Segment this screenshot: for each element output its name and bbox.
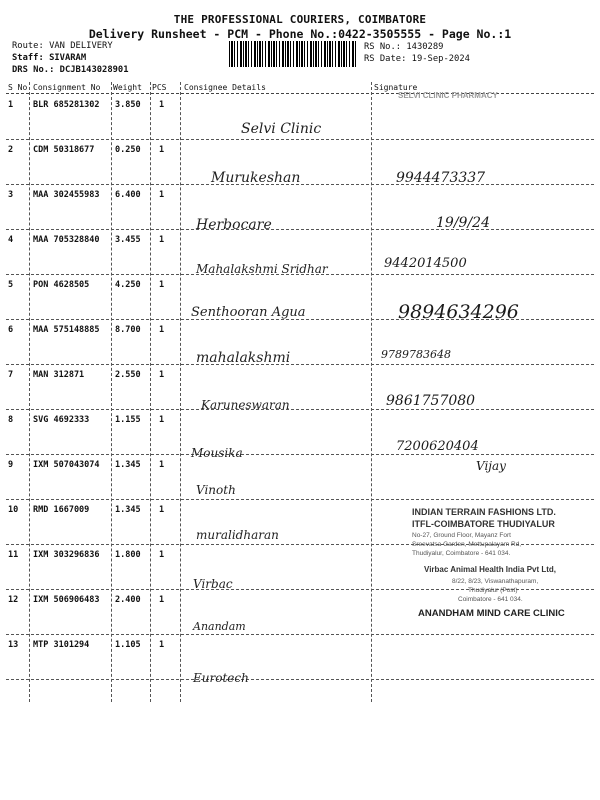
runsheet-prefix: Delivery Runsheet - PCM - Phone No.: [88, 27, 339, 41]
row-sno: 8 [8, 415, 14, 425]
runsheet-meta-left [12, 40, 129, 76]
row-sno: 2 [8, 145, 14, 155]
row-signature: Vijay [476, 459, 506, 473]
table-row [6, 455, 594, 500]
row-weight: 1.800 [115, 550, 141, 560]
runsheet-subtitle [0, 27, 600, 41]
company-title: THE PROFESSIONAL COURIERS, COIMBATORE [173, 13, 427, 26]
table-row [6, 320, 594, 365]
table-header [6, 82, 594, 94]
table-row [6, 140, 594, 185]
row-sno: 7 [8, 370, 14, 380]
row-consignment: PON 4628505 [33, 280, 90, 290]
row-pcs: 1 [159, 280, 165, 290]
row-signature: 9442014500 [384, 256, 467, 271]
staff: Staff: SIVARAM [12, 53, 87, 63]
col-consignment: Consignment No [33, 83, 101, 92]
table-row [6, 230, 594, 275]
row-consignee: mahalakshmi [196, 350, 291, 366]
row-sno: 11 [8, 550, 19, 560]
row-weight: 2.400 [115, 595, 141, 605]
row-weight: 0.250 [115, 145, 141, 155]
runsheet-meta-right [364, 41, 470, 65]
row-consignment: BLR 685281302 [33, 100, 100, 110]
col-consignee: Consignee Details [184, 83, 266, 92]
row-consignment: IXM 506906483 [33, 595, 100, 605]
table-row [6, 275, 594, 323]
col-signature: Signature [374, 83, 418, 92]
row-sno: 3 [8, 190, 14, 200]
virbac-stamp-name: Virbac Animal Health India Pvt Ltd, [424, 565, 557, 574]
row-weight: 1.105 [115, 640, 141, 650]
row-pcs: 1 [159, 460, 165, 470]
row-consignment: SVG 4692333 [33, 415, 90, 425]
row-weight: 8.700 [115, 325, 141, 335]
table-row [6, 410, 594, 460]
row-pcs: 1 [159, 595, 165, 605]
col-pcs: PCS [152, 83, 167, 92]
virbac-stamp-address: 8/22, 8/23, Viswanathapuram, [452, 578, 539, 585]
row-sno: 1 [8, 100, 14, 110]
row-sno: 6 [8, 325, 14, 335]
table-row [6, 185, 594, 233]
row-pcs: 1 [159, 370, 165, 380]
row-signature: 7200620404 [396, 439, 479, 454]
table-row [6, 365, 594, 410]
col-weight: Weight [113, 83, 142, 92]
row-weight: 3.455 [115, 235, 141, 245]
drs-number: DRS No.: DCJB143028901 [12, 65, 129, 75]
row-pcs: 1 [159, 640, 165, 650]
row-signature: 9944473337 [396, 170, 486, 186]
anandham-stamp: ANANDHAM MIND CARE CLINIC [418, 608, 565, 619]
phone-number: 0422-3505555 [338, 27, 422, 41]
rs-number: RS No.: 1430289 [364, 42, 444, 52]
indian-terrain-stamp-name: INDIAN TERRAIN FASHIONS LTD. [412, 507, 556, 517]
indian-terrain-stamp-address: Thudiyalur, Coimbatore - 641 034. [412, 550, 511, 557]
row-consignment: IXM 303296836 [33, 550, 100, 560]
row-consignee: Murukeshan [211, 170, 301, 186]
row-pcs: 1 [159, 145, 165, 155]
indian-terrain-stamp-branch: ITFL-COIMBATORE THUDIYALUR [412, 519, 555, 529]
row-pcs: 1 [159, 325, 165, 335]
row-pcs: 1 [159, 415, 165, 425]
route: Route: VAN DELIVERY [12, 41, 113, 51]
virbac-stamp-address: Thudiyalur (Post) [468, 587, 518, 594]
row-consignment: RMD 1667009 [33, 505, 90, 515]
row-sno: 9 [8, 460, 14, 470]
row-pcs: 1 [159, 505, 165, 515]
row-consignee: Mousika [191, 446, 243, 460]
row-sno: 5 [8, 280, 14, 290]
row-weight: 1.155 [115, 415, 141, 425]
col-sno: S No [8, 83, 28, 92]
row-consignment: MAA 575148885 [33, 325, 100, 335]
row-signature: 19/9/24 [436, 215, 490, 231]
virbac-stamp-address: Coimbatore - 641 034. [458, 596, 523, 603]
row-signature: 9789783648 [381, 348, 451, 361]
row-pcs: 1 [159, 235, 165, 245]
barcode [229, 41, 357, 67]
row-consignment: MAA 705328840 [33, 235, 100, 245]
row-consignee: Karuneswaran [201, 398, 290, 412]
row-consignment: MTP 3101294 [33, 640, 90, 650]
row-weight: 4.250 [115, 280, 141, 290]
row-consignee: Virbac [193, 577, 233, 591]
row-weight: 3.850 [115, 100, 141, 110]
row-consignment: MAA 302455983 [33, 190, 100, 200]
row-consignee: muralidharan [196, 528, 279, 542]
row-pcs: 1 [159, 100, 165, 110]
selvi-clinic-stamp: SELVI CLINIC PHARMACY [398, 91, 498, 100]
page-number: - Page No.:1 [421, 27, 512, 41]
row-consignee: Selvi Clinic [241, 121, 322, 137]
rs-date: RS Date: 19-Sep-2024 [364, 54, 470, 64]
row-consignment: IXM 507043074 [33, 460, 100, 470]
row-consignment: CDM 50318677 [33, 145, 95, 155]
table-row [6, 95, 594, 140]
row-consignee: Herbocare [196, 217, 272, 233]
row-weight: 6.400 [115, 190, 141, 200]
row-consignee: Anandam [193, 620, 246, 633]
row-consignment: MAN 312871 [33, 370, 85, 380]
row-signature: 9861757080 [386, 393, 476, 409]
table-row [6, 635, 594, 685]
row-sno: 13 [8, 640, 19, 650]
row-pcs: 1 [159, 190, 165, 200]
row-pcs: 1 [159, 550, 165, 560]
indian-terrain-stamp-address: Sreevatsa Garden, Mettupalayam Rd, [412, 541, 522, 548]
row-consignee: Mahalakshmi Sridhar [196, 262, 328, 276]
row-sno: 12 [8, 595, 19, 605]
row-sno: 4 [8, 235, 14, 245]
indian-terrain-stamp-address: No-27, Ground Floor, Mayanz Fort [412, 532, 511, 539]
row-weight: 2.550 [115, 370, 141, 380]
row-weight: 1.345 [115, 460, 141, 470]
row-signature: 9894634296 [398, 301, 519, 323]
row-consignee: Vinoth [196, 483, 236, 497]
row-weight: 1.345 [115, 505, 141, 515]
row-consignee: Eurotech [193, 671, 249, 685]
row-consignee: Senthooran Agua [191, 305, 306, 320]
row-sno: 10 [8, 505, 19, 515]
